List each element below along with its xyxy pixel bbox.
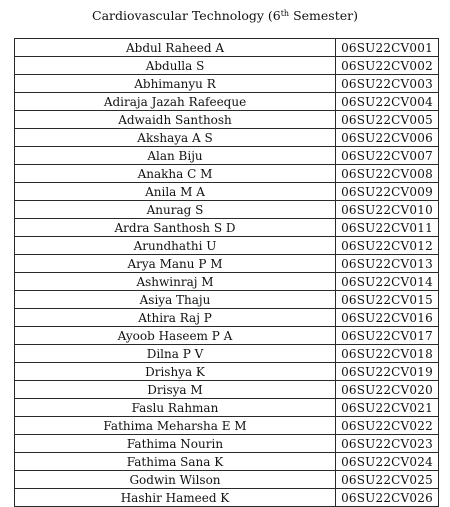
student-name-cell: Faslu Rahman bbox=[15, 399, 336, 417]
student-name-cell: Adwaidh Santhosh bbox=[15, 111, 336, 129]
table-row bbox=[15, 57, 439, 75]
title-prefix: Cardiovascular Technology (6 bbox=[92, 8, 281, 23]
table-row bbox=[15, 489, 439, 507]
student-name-cell: Hashir Hameed K bbox=[15, 489, 336, 507]
student-name-cell: Arundhathi U bbox=[15, 237, 336, 255]
student-name-cell: Anakha C M bbox=[15, 165, 336, 183]
register-number-cell: 06SU22CV018 bbox=[336, 345, 439, 363]
table-row bbox=[15, 399, 439, 417]
table-row bbox=[15, 417, 439, 435]
table-row bbox=[15, 129, 439, 147]
register-number-cell: 06SU22CV005 bbox=[336, 111, 439, 129]
table-row bbox=[15, 291, 439, 309]
student-name-cell: Drisya M bbox=[15, 381, 336, 399]
student-name-cell: Abdulla S bbox=[15, 57, 336, 75]
table-row bbox=[15, 255, 439, 273]
student-name-cell: Fathima Meharsha E M bbox=[15, 417, 336, 435]
title-suffix: Semester) bbox=[289, 8, 358, 23]
register-number-cell: 06SU22CV023 bbox=[336, 435, 439, 453]
student-name-cell: Athira Raj P bbox=[15, 309, 336, 327]
student-name-cell: Abhimanyu R bbox=[15, 75, 336, 93]
register-number-cell: 06SU22CV012 bbox=[336, 237, 439, 255]
student-name-cell: Drishya K bbox=[15, 363, 336, 381]
register-number-cell: 06SU22CV026 bbox=[336, 489, 439, 507]
table-row bbox=[15, 471, 439, 489]
table-row bbox=[15, 345, 439, 363]
register-number-cell: 06SU22CV015 bbox=[336, 291, 439, 309]
student-name-cell: Alan Biju bbox=[15, 147, 336, 165]
register-number-cell: 06SU22CV009 bbox=[336, 183, 439, 201]
register-number-cell: 06SU22CV008 bbox=[336, 165, 439, 183]
table-row bbox=[15, 219, 439, 237]
register-number-cell: 06SU22CV022 bbox=[336, 417, 439, 435]
register-number-cell: 06SU22CV019 bbox=[336, 363, 439, 381]
student-name-cell: Ardra Santhosh S D bbox=[15, 219, 336, 237]
student-name-cell: Fathima Sana K bbox=[15, 453, 336, 471]
register-number-cell: 06SU22CV010 bbox=[336, 201, 439, 219]
student-name-cell: Ashwinraj M bbox=[15, 273, 336, 291]
table-row bbox=[15, 273, 439, 291]
student-name-cell: Asiya Thaju bbox=[15, 291, 336, 309]
table-row bbox=[15, 165, 439, 183]
register-number-cell: 06SU22CV020 bbox=[336, 381, 439, 399]
register-number-cell: 06SU22CV014 bbox=[336, 273, 439, 291]
table-row bbox=[15, 237, 439, 255]
table-row bbox=[15, 363, 439, 381]
table-row bbox=[15, 147, 439, 165]
student-table bbox=[14, 38, 439, 507]
register-number-cell: 06SU22CV016 bbox=[336, 309, 439, 327]
register-number-cell: 06SU22CV024 bbox=[336, 453, 439, 471]
table-row bbox=[15, 381, 439, 399]
table-row bbox=[15, 93, 439, 111]
table-row bbox=[15, 309, 439, 327]
table-row bbox=[15, 111, 439, 129]
register-number-cell: 06SU22CV006 bbox=[336, 129, 439, 147]
table-row bbox=[15, 327, 439, 345]
register-number-cell: 06SU22CV002 bbox=[336, 57, 439, 75]
table-row bbox=[15, 201, 439, 219]
student-name-cell: Abdul Raheed A bbox=[15, 39, 336, 57]
student-name-cell: Anila M A bbox=[15, 183, 336, 201]
student-name-cell: Anurag S bbox=[15, 201, 336, 219]
register-number-cell: 06SU22CV021 bbox=[336, 399, 439, 417]
register-number-cell: 06SU22CV011 bbox=[336, 219, 439, 237]
table-row bbox=[15, 453, 439, 471]
student-name-cell: Arya Manu P M bbox=[15, 255, 336, 273]
register-number-cell: 06SU22CV004 bbox=[336, 93, 439, 111]
table-row bbox=[15, 39, 439, 57]
register-number-cell: 06SU22CV013 bbox=[336, 255, 439, 273]
student-table-body bbox=[15, 39, 439, 507]
register-number-cell: 06SU22CV007 bbox=[336, 147, 439, 165]
student-name-cell: Akshaya A S bbox=[15, 129, 336, 147]
title-superscript: th bbox=[280, 9, 290, 18]
register-number-cell: 06SU22CV025 bbox=[336, 471, 439, 489]
register-number-cell: 06SU22CV017 bbox=[336, 327, 439, 345]
student-name-cell: Fathima Nourin bbox=[15, 435, 336, 453]
register-number-cell: 06SU22CV003 bbox=[336, 75, 439, 93]
register-number-cell: 06SU22CV001 bbox=[336, 39, 439, 57]
page-title bbox=[0, 8, 450, 24]
student-name-cell: Dilna P V bbox=[15, 345, 336, 363]
student-name-cell: Adiraja Jazah Rafeeque bbox=[15, 93, 336, 111]
student-name-cell: Ayoob Haseem P A bbox=[15, 327, 336, 345]
table-row bbox=[15, 435, 439, 453]
student-name-cell: Godwin Wilson bbox=[15, 471, 336, 489]
table-row bbox=[15, 183, 439, 201]
table-row bbox=[15, 75, 439, 93]
